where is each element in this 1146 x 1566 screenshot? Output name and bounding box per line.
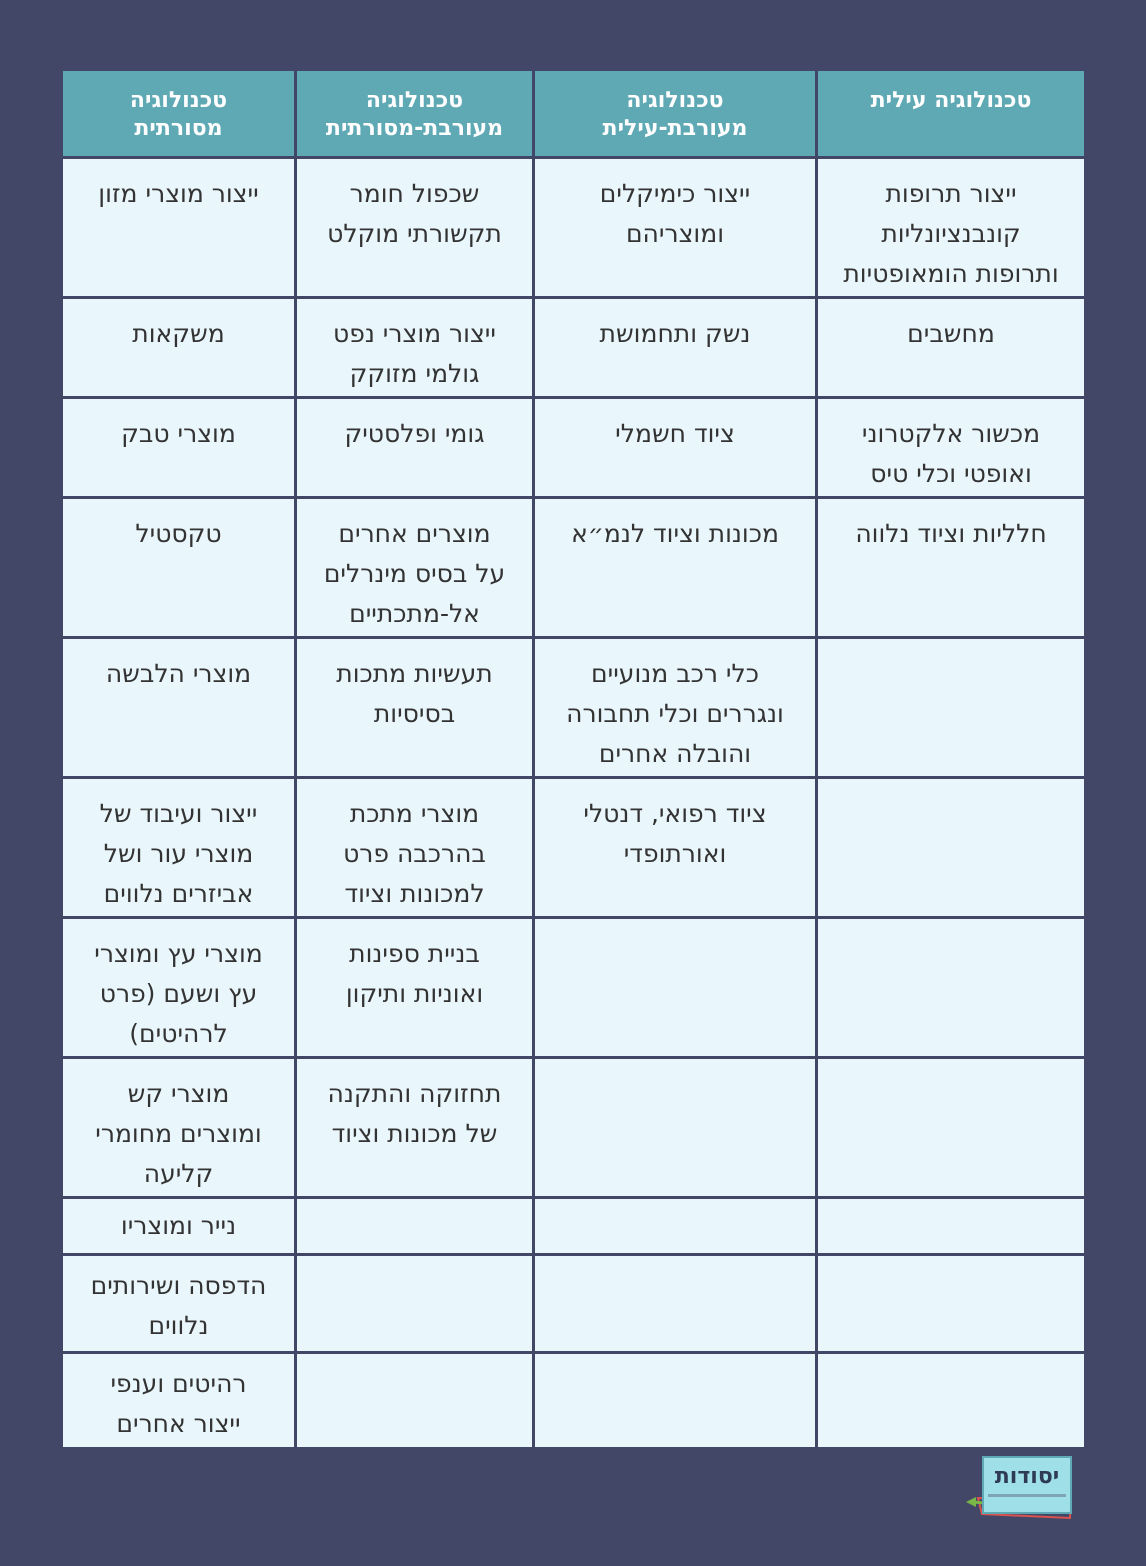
table-cell: מוצרי עץ ומוצרי עץ ושעם (פרט לרהיטים) [62,918,296,1058]
table-cell [817,778,1086,918]
table-cell: ייצור תרופות קונבנציונליות ותרופות הומאופטיות [817,158,1086,298]
technology-table [60,68,1087,1450]
table-cell [296,1198,534,1255]
table-cell: ייצור מוצרי מזון [62,158,296,298]
table-cell: מוצרי הלבשה [62,638,296,778]
table-cell: תחזוקה והתקנה של מכונות וציוד [296,1058,534,1198]
table-cell [296,1255,534,1353]
table-cell: ייצור ועיבוד של מוצרי עור ושל אביזרים נלווים [62,778,296,918]
table-cell: מוצרי קש ומוצרים מחומרי קליעה [62,1058,296,1198]
table-cell [534,1198,817,1255]
table-cell: כלי רכב מנועיים ונגררים וכלי תחבורה והובלה אחרים [534,638,817,778]
table-row [62,1198,1086,1255]
table-row [62,918,1086,1058]
table-cell: ציוד רפואי, דנטלי ואורתופדי [534,778,817,918]
table-cell: נשק ותחמושת [534,298,817,398]
table-row [62,638,1086,778]
table-row [62,498,1086,638]
table-cell: גומי ופלסטיק [296,398,534,498]
table-cell: מחשבים [817,298,1086,398]
header-cell: טכנולוגיה מעורבת-עילית [534,70,817,158]
table-cell: משקאות [62,298,296,398]
table-cell [534,1058,817,1198]
table-cell [817,918,1086,1058]
table-cell: בניית ספינות ואוניות ותיקון [296,918,534,1058]
header-row [62,70,1086,158]
table-cell [817,638,1086,778]
table-cell: מוצרים אחרים על בסיס מינרלים אל-מתכתיים [296,498,534,638]
header-cell: טכנולוגיה מסורתית [62,70,296,158]
table-row [62,1255,1086,1353]
table-cell [817,1058,1086,1198]
table-row [62,398,1086,498]
table-row [62,298,1086,398]
table-cell: ייצור כימיקלים ומוצריהם [534,158,817,298]
table-cell: רהיטים וענפי ייצור אחרים [62,1353,296,1449]
table-cell: שכפול חומר תקשורתי מוקלט [296,158,534,298]
table-cell: מכונות וציוד לנמ״א [534,498,817,638]
table-cell: טקסטיל [62,498,296,638]
table-cell: תעשיות מתכות בסיסיות [296,638,534,778]
table-cell: ציוד חשמלי [534,398,817,498]
table-cell: ייצור מוצרי נפט גולמי מזוקק [296,298,534,398]
logo-box [982,1456,1072,1514]
table-cell: חלליות וציוד נלווה [817,498,1086,638]
table-cell [534,918,817,1058]
table-row [62,158,1086,298]
table-row [62,778,1086,918]
header-cell: טכנולוגיה מעורבת-מסורתית [296,70,534,158]
table-cell: מוצרי טבק [62,398,296,498]
table-cell: נייר ומוצריו [62,1198,296,1255]
table-cell [817,1198,1086,1255]
table-cell [534,1255,817,1353]
logo-subtitle-line [988,1494,1066,1497]
table-cell: הדפסה ושירותים נלווים [62,1255,296,1353]
logo-text: יסודות [994,1464,1060,1489]
table-cell [817,1255,1086,1353]
table-cell [534,1353,817,1449]
table-cell [817,1353,1086,1449]
table-cell: מכשור אלקטרוני ואופטי וכלי טיס [817,398,1086,498]
table-row [62,1058,1086,1198]
table-cell: מוצרי מתכת בהרכבה פרט למכונות וציוד [296,778,534,918]
table-cell [296,1353,534,1449]
yesodot-logo [966,1452,1076,1524]
table-row [62,1353,1086,1449]
table-container [60,68,1084,1450]
header-cell: טכנולוגיה עילית [817,70,1086,158]
